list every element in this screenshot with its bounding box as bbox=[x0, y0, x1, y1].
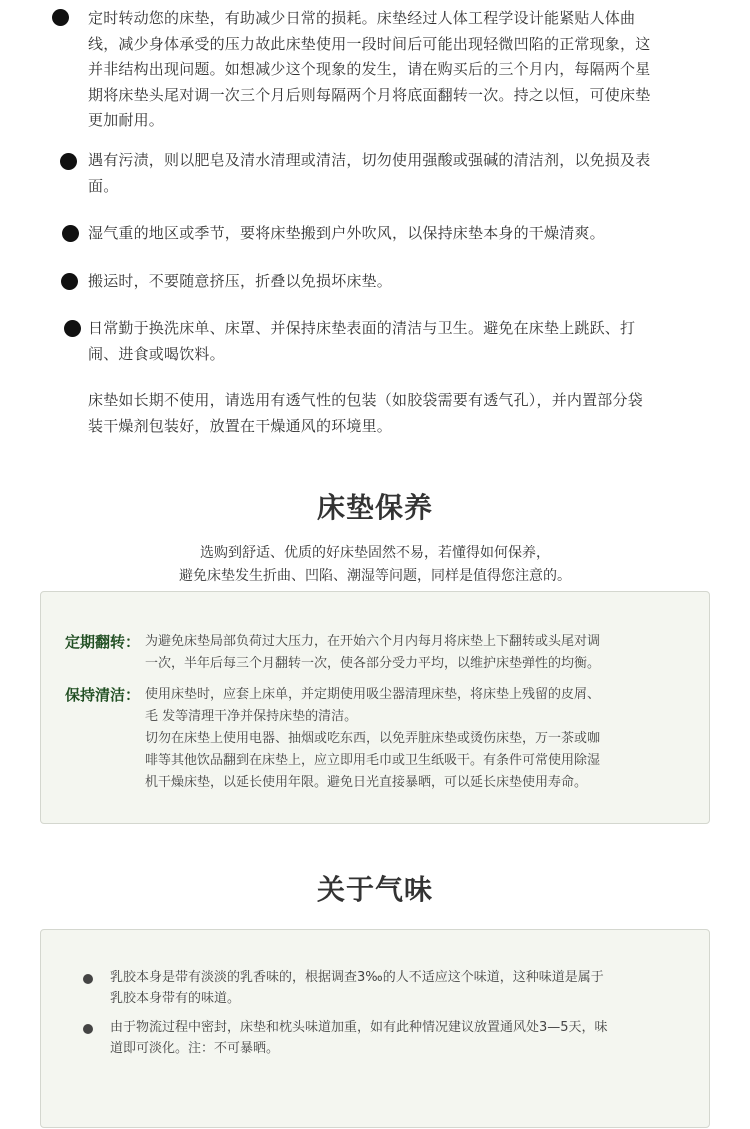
text-line: 使用床垫时，应套上床单，并定期使用吸尘器清理床垫，将床垫上残留的皮屑、 bbox=[145, 687, 601, 702]
maintenance-title: 床垫保养 bbox=[316, 491, 433, 524]
text-line: 日常勤于换洗床单、床罩、并保持床垫表面的清洁与卫生。避免在床垫上跳跃、打 bbox=[88, 319, 636, 337]
bullet-dot-icon bbox=[62, 225, 79, 242]
maintenance-item-clean bbox=[65, 684, 670, 794]
care-item bbox=[60, 148, 650, 199]
odor-title: 关于气味 bbox=[316, 873, 433, 906]
bullet-dot-icon bbox=[52, 9, 69, 26]
text-line: 面。 bbox=[88, 176, 119, 195]
maintenance-box bbox=[40, 591, 710, 824]
text-line: 装干燥剂包装好，放置在干燥通风的环境里。 bbox=[88, 416, 393, 435]
text-line: 期将床垫头尾对调一次三个月后则每隔两个月将底面翻转一次。持之以恒，可使床垫 bbox=[88, 85, 651, 104]
text-line: 乳胶本身是带有淡淡的乳香味的，根据调查3‰的人不适应这个味道，这种味道是属于 bbox=[110, 970, 604, 985]
bullet-dot-icon bbox=[83, 974, 93, 984]
maintenance-item-flip bbox=[65, 631, 670, 675]
odor-item-text bbox=[110, 967, 604, 1009]
text-line: 毛 发等清理干净并保持床垫的清洁。 bbox=[145, 709, 358, 724]
text-line: 遇有污渍，则以肥皂及清水清理或清洁，切勿使用强酸或强碱的清洁剂，以免损及表 bbox=[88, 151, 651, 169]
care-item bbox=[64, 316, 635, 367]
text-line: 切勿在床垫上使用电器、抽烟或吃东西，以免弄脏床垫或烫伤床垫，万一茶或咖 bbox=[145, 731, 601, 746]
care-item-text bbox=[88, 269, 392, 295]
odor-box bbox=[40, 929, 710, 1128]
care-item bbox=[61, 269, 392, 295]
text-line: 避免床垫发生折曲、凹陷、潮湿等问题，同样是值得您注意的。 bbox=[179, 568, 571, 584]
maintenance-item-text bbox=[145, 631, 670, 675]
care-item-text bbox=[88, 221, 605, 247]
bullet-dot-icon bbox=[60, 153, 77, 170]
care-item-text bbox=[88, 316, 635, 367]
text-line: 为避免床垫局部负荷过大压力，在开始六个月内每月将床垫上下翻转或头尾对调 bbox=[145, 634, 601, 649]
odor-item-text bbox=[110, 1017, 608, 1059]
maintenance-item-label: 定期翻转： bbox=[65, 633, 141, 651]
bullet-dot-icon bbox=[64, 320, 81, 337]
text-line: 由于物流过程中密封，床垫和枕头味道加重，如有此种情况建议放置通风处3—5天，味 bbox=[110, 1020, 608, 1035]
care-item-text bbox=[88, 148, 650, 199]
storage-paragraph bbox=[88, 388, 643, 439]
odor-item bbox=[83, 1017, 608, 1059]
text-line: 一次，半年后每三个月翻转一次，使各部分受力平均，以维护床垫弹性的均衡。 bbox=[145, 656, 601, 671]
text-line: 乳胶本身带有的味道。 bbox=[110, 991, 241, 1006]
text-line: 啡等其他饮品翻到在床垫上，应立即用毛巾或卫生纸吸干。有条件可常使用除湿 bbox=[145, 753, 601, 768]
text-line: 定时转动您的床垫，有助减少日常的损耗。床垫经过人体工程学设计能紧贴人体曲 bbox=[88, 9, 636, 27]
text-line: 机干燥床垫，以延长使用年限。避免日光直接暴晒，可以延长床垫使用寿命。 bbox=[145, 775, 588, 790]
text-line: 选购到舒适、优质的好床垫固然不易，若懂得如何保养， bbox=[200, 545, 550, 561]
bullet-dot-icon bbox=[83, 1024, 93, 1034]
text-line: 搬运时，不要随意挤压，折叠以免损坏床垫。 bbox=[88, 272, 393, 290]
care-item-text bbox=[88, 6, 650, 134]
text-line: 线，减少身体承受的压力故此床垫使用一段时间后可能出现轻微凹陷的正常现象，这 bbox=[88, 34, 651, 53]
text-line: 床垫如长期不使用，请选用有透气性的包装（如胶袋需要有透气孔），并内置部分袋 bbox=[88, 391, 643, 409]
maintenance-item-label: 保持清洁： bbox=[65, 686, 141, 704]
text-line: 并非结构出现问题。如想减少这个现象的发生，请在购买后的三个月内，每隔两个星 bbox=[88, 60, 651, 78]
text-line: 更加耐用。 bbox=[88, 111, 165, 129]
text-line: 湿气重的地区或季节，要将床垫搬到户外吹风，以保持床垫本身的干燥清爽。 bbox=[88, 224, 605, 242]
maintenance-item-text bbox=[145, 684, 670, 794]
care-item bbox=[62, 221, 605, 247]
odor-item bbox=[83, 967, 604, 1009]
maintenance-intro bbox=[0, 542, 750, 588]
bullet-dot-icon bbox=[61, 273, 78, 290]
care-item bbox=[52, 6, 650, 134]
text-line: 道即可淡化。注：不可暴晒。 bbox=[110, 1041, 280, 1056]
text-line: 闹、进食或喝饮料。 bbox=[88, 344, 225, 363]
